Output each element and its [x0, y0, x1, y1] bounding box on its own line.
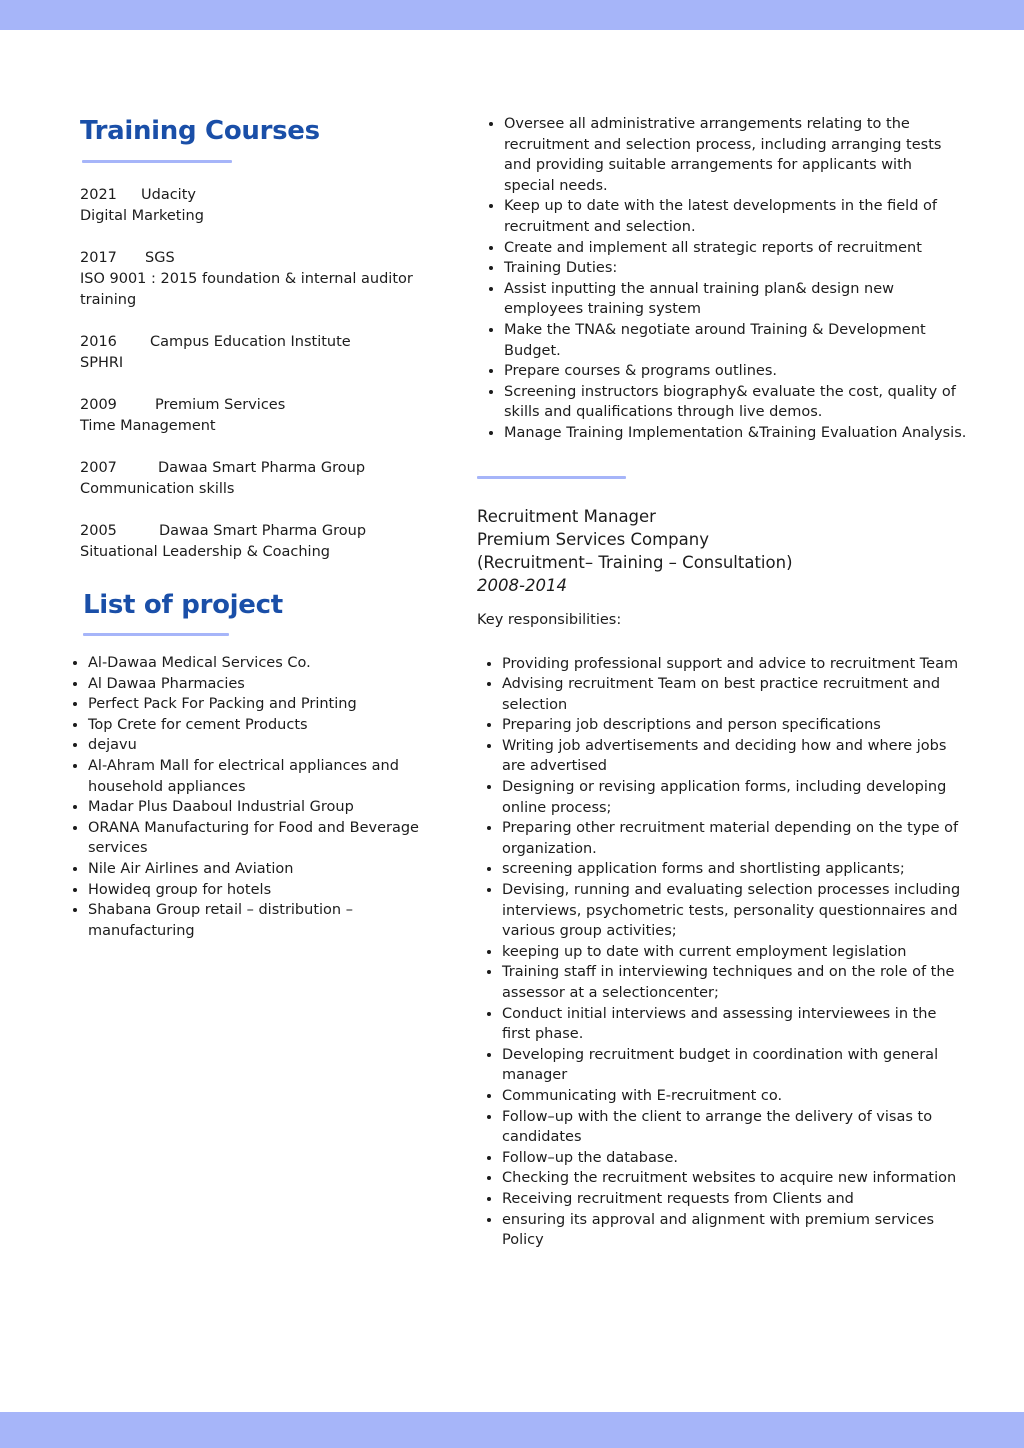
right-column [477, 114, 967, 1251]
list-item: • Oversee all administrative arrangements relating to the recruitment and selection process, including arranging tests and providing suitable arrangements for applicants with special needs. [504, 114, 967, 196]
list-item: • dejavu [88, 735, 420, 756]
section-divider [82, 160, 232, 163]
list-item: • Top Crete for cement Products [88, 715, 420, 736]
project-list [80, 653, 420, 941]
course-provider: Campus Education Institute [150, 334, 351, 350]
top-color-band [0, 0, 1024, 30]
list-item: • Devising, running and evaluating selection processes including interviews, psychometric tests, personality questionnaires and various group activities; [502, 880, 967, 942]
course-provider: Dawaa Smart Pharma Group [158, 460, 366, 476]
course-provider: Dawaa Smart Pharma Group [159, 523, 367, 539]
list-item: • Shabana Group retail – distribution – manufacturing [88, 900, 420, 941]
training-courses-heading: Training Courses [80, 116, 320, 146]
course-year: 2021 [80, 187, 117, 203]
section-divider [477, 476, 626, 479]
list-item: • Writing job advertisements and deciding how and where jobs are advertised [502, 736, 967, 777]
list-item: • Follow–up the database. [502, 1148, 967, 1169]
left-column [80, 110, 420, 941]
list-item: • Al-Ahram Mall for electrical appliances and household appliances [88, 756, 420, 797]
training-course [80, 395, 420, 437]
list-item: • Perfect Pack For Packing and Printing [88, 694, 420, 715]
course-year: 2017 [80, 250, 117, 266]
list-item: • Advising recruitment Team on best practice recruitment and selection [502, 674, 967, 715]
list-item: • Keep up to date with the latest developments in the field of recruitment and selection. [504, 196, 967, 237]
list-item: • Preparing other recruitment material depending on the type of organization. [502, 818, 967, 859]
list-item: • Training Duties: [504, 258, 967, 279]
list-item: • Al Dawaa Pharmacies [88, 674, 420, 695]
company-name: Premium Services Company [477, 529, 709, 549]
list-item: • Communicating with E-recruitment co. [502, 1086, 967, 1107]
company-scope: (Recruitment– Training – Consultation) [477, 552, 793, 572]
course-title: Time Management [80, 418, 216, 434]
course-year: 2005 [80, 523, 117, 539]
training-course-list [80, 185, 420, 563]
list-item: • ORANA Manufacturing for Food and Beverage services [88, 818, 420, 859]
job-responsibilities [477, 654, 967, 1251]
training-course [80, 521, 420, 563]
course-title: Situational Leadership & Coaching [80, 544, 330, 560]
list-item: • Preparing job descriptions and person specifications [502, 715, 967, 736]
list-item: • Assist inputting the annual training plan& design new employees training system [504, 279, 967, 320]
list-item: • Checking the recruitment websites to acquire new information [502, 1168, 967, 1189]
list-item: • Designing or revising application forms, including developing online process; [502, 777, 967, 818]
training-course [80, 185, 420, 227]
list-item: • ensuring its approval and alignment with premium services Policy [502, 1210, 967, 1251]
section-divider [83, 633, 229, 636]
list-item: • Providing professional support and advice to recruitment Team [502, 654, 967, 675]
bottom-color-band [0, 1412, 1024, 1448]
key-responsibilities-label: Key responsibilities: [477, 611, 622, 628]
list-item: • Conduct initial interviews and assessing interviewees in the first phase. [502, 1004, 967, 1045]
course-provider: Udacity [141, 187, 196, 203]
training-course [80, 248, 420, 311]
job-entry [477, 505, 967, 597]
list-item: • Make the TNA& negotiate around Training & Development Budget. [504, 320, 967, 361]
list-item: • Receiving recruitment requests from Clients and [502, 1189, 967, 1210]
course-title: ISO 9001 : 2015 foundation & internal auditor training [80, 271, 413, 308]
course-year: 2016 [80, 334, 117, 350]
course-title: Communication skills [80, 481, 235, 497]
job-dates: 2008-2014 [477, 575, 567, 595]
training-course [80, 458, 420, 500]
list-item: • Create and implement all strategic reports of recruitment [504, 238, 967, 259]
list-item: • Training staff in interviewing techniques and on the role of the assessor at a selectioncenter; [502, 962, 967, 1003]
previous-role-responsibilities [477, 114, 967, 444]
list-item: • Prepare courses & programs outlines. [504, 361, 967, 382]
list-item: • Screening instructors biography& evaluate the cost, quality of skills and qualifications through live demos. [504, 382, 967, 423]
list-item: • Al-Dawaa Medical Services Co. [88, 653, 420, 674]
course-year: 2009 [80, 397, 117, 413]
list-item: • Follow–up with the client to arrange the delivery of visas to candidates [502, 1107, 967, 1148]
list-item: • Madar Plus Daaboul Industrial Group [88, 797, 420, 818]
course-provider: Premium Services [155, 397, 286, 413]
list-item: • keeping up to date with current employment legislation [502, 942, 967, 963]
list-item: • Manage Training Implementation &Training Evaluation Analysis. [504, 423, 967, 444]
course-title: SPHRI [80, 355, 124, 371]
list-item: • screening application forms and shortlisting applicants; [502, 859, 967, 880]
list-item: • Howideq group for hotels [88, 880, 420, 901]
job-title: Recruitment Manager [477, 506, 656, 526]
course-year: 2007 [80, 460, 117, 476]
list-item: • Nile Air Airlines and Aviation [88, 859, 420, 880]
course-provider: SGS [145, 250, 175, 266]
training-course [80, 332, 420, 374]
course-title: Digital Marketing [80, 208, 204, 224]
projects-heading: List of project [83, 590, 283, 620]
list-item: • Developing recruitment budget in coordination with general manager [502, 1045, 967, 1086]
